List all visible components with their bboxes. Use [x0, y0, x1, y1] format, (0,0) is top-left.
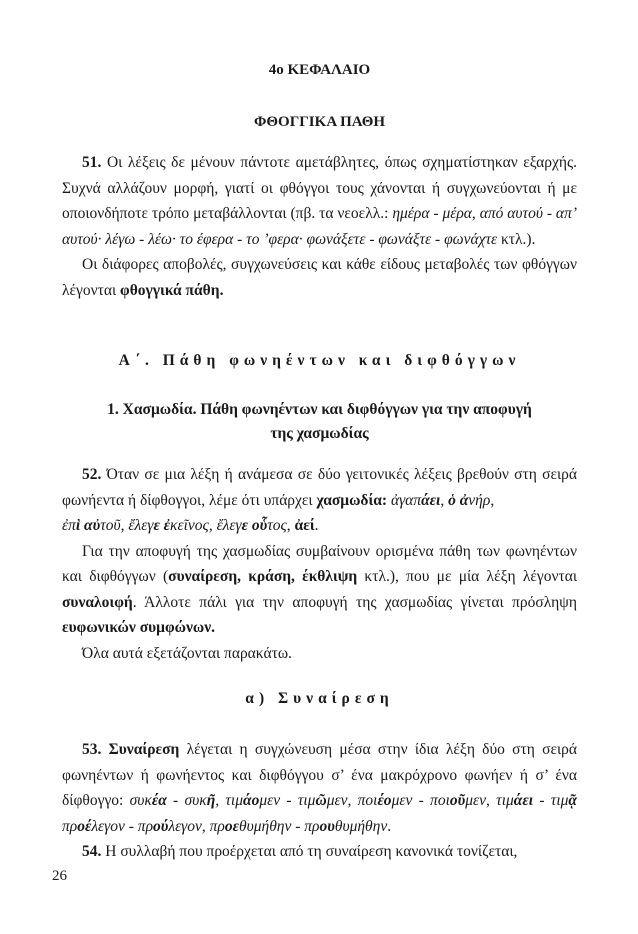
key-term: ευφωνικών συμφώνων. [62, 619, 216, 636]
paragraph-text: Για την αποφυγή της χασμωδίας συμβαίνουν ορισμένα πάθη των φωνηέντων και διφθόγγων ( [62, 542, 577, 585]
paragraph-text: Η συλλαβή που προέρχεται από τη συναίρεση κανονικά τονίζεται, [101, 843, 518, 860]
subsection-heading-1 [62, 398, 577, 446]
key-term: χασμωδία: [316, 491, 388, 509]
chapter-title: ΦΘΟΓΓΙΚΑ ΠΑΘΗ [253, 114, 386, 130]
section-heading-alpha: α) Συναίρεση [245, 690, 394, 707]
subsection-heading-line: της χασμωδίας [270, 425, 369, 442]
chapter-heading: 4ο ΚΕΦΑΛΑΙΟ [268, 62, 371, 78]
example-text: ημέρα - μέρα, από αυτού - απ’ αυτού· λέγω - λέω· το έφερα - το ’φερα· φωνάξετε - φωνάξτε - φωνάχτε [62, 205, 577, 248]
paragraph-text: Οι διάφορες αποβολές, συγχωνεύσεις και κάθε είδους μεταβολές των φθόγγων λέγονται [62, 256, 577, 299]
paragraph-text: λέγεται η συγχώνευση μέσα στην ίδια λέξη δύο στη σειρά φωνηέντων ή φωνήεντος και διφθόγγου σ’ ένα μακρόχρονο φωνήεν ή σ’ ένα δίφθογγο: [62, 741, 577, 809]
key-term: συναίρεση, κράση, έκθλιψη [168, 568, 358, 585]
paragraph-51 [62, 150, 577, 303]
page-number: 26 [52, 868, 67, 884]
key-term: συναλοιφή [62, 593, 133, 611]
paragraph-number: 53. [82, 741, 102, 758]
paragraph-text: Όταν σε μια λέξη ή ανάμεσα σε δύο γειτονικές λέξεις βρεθούν στη σειρά φωνήεντα ή δίφθογγοι, λέμε ότι υπάρχει [62, 466, 577, 509]
section-heading-a: Α΄. Πάθη φωνηέντων και διφθόγγων [118, 352, 521, 369]
paragraph-text: Οι λέξεις δε μένουν πάντοτε αμετάβλητες, όπως σχηματίστηκαν εξαρχής. Συχνά αλλάζουν μορφή, γιατί οι φθόγγοι τους χάνονται ή συγχωνεύονται ή με οποιονδήποτε τρόπο μεταβάλλονται (πβ. τα νεοελλ.: [62, 154, 577, 222]
subsection-heading-line: 1. Χασμωδία. Πάθη φωνηέντων και διφθόγγων για την αποφυγή [107, 401, 532, 418]
key-term: Συναίρεση [101, 741, 180, 758]
paragraph-text: Όλα αυτά εξετάζονται παρακάτω. [82, 644, 292, 662]
paragraph-53: 53. Συναίρεση λέγεται η συγχώνευση μέσα στην ίδια λέξη δύο στη σειρά φωνηέντων ή φωνήεντος και διφθόγγου σ’ ένα μακρόχρονο φωνήεν ή σ’ ένα δίφθογγο: συκέα - συκῆ, τιμάομεν - τιμῶμεν, ποιέομεν - ποιοῦμεν, τιμάει - τιμᾷ προέλεγον - προύλεγον, προεθυμήθην - προυθυμήθην. 54. Η συλλαβή που προέρχεται από τη συναίρεση κανονικά τονίζεται, [62, 741, 577, 860]
key-term: φθογγικά πάθη. [120, 281, 224, 299]
paragraph-number: 54. [82, 843, 102, 860]
paragraph-number: 52. [82, 466, 102, 483]
paragraph-number: 51. [82, 154, 102, 171]
paragraph-text: κτλ.). [497, 230, 536, 248]
paragraph-52: 52. Όταν σε μια λέξη ή ανάμεσα σε δύο γειτονικές λέξεις βρεθούν στη σειρά φωνήεντα ή δίφθογγοι, λέμε ότι υπάρχει χασμωδία: ἀγαπάει, ὁ ἀνήρ, ἐπὶ αὐτοῦ, ἔλεγε ἐκεῖνος, ἔλεγε οὗτος, ἀεί. Για την αποφυγή της χασμωδίας συμβαίνουν ορισμένα πάθη των φωνηέντων και διφθόγγων (συναίρεση, κράση, έκθλιψη κτλ.), που με μία λέξη λέγονται συναλοιφή. Άλλοτε πάλι για την αποφυγή της χασμωδίας γίνεται πρόσληψη ευφωνικών συμφώνων. Όλα αυτά εξετάζονται παρακάτω. [62, 462, 577, 666]
